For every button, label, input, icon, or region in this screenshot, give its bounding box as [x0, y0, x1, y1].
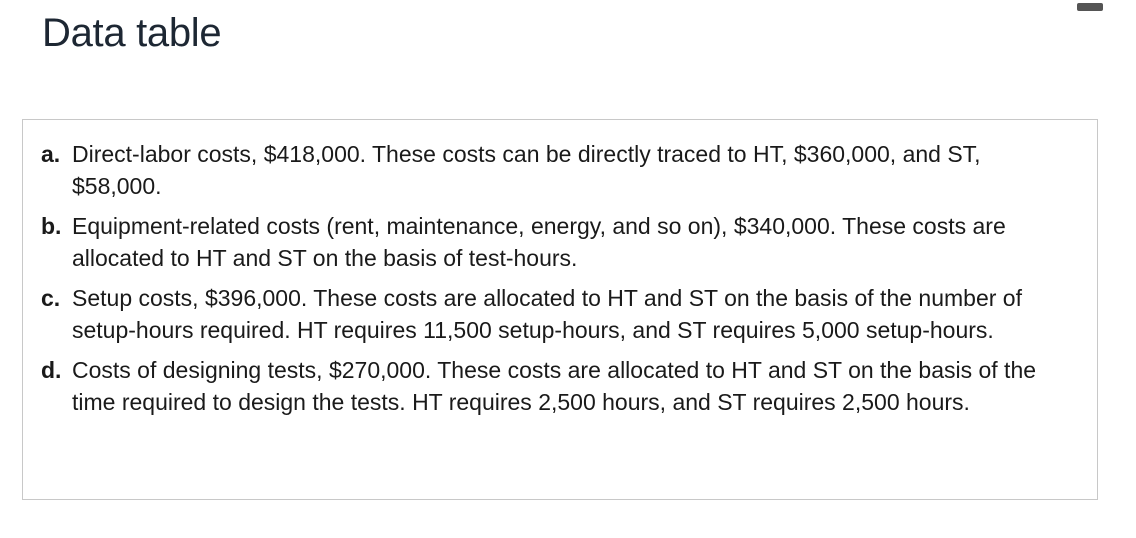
- item-text: Costs of designing tests, $270,000. These costs are allocated to HT and ST on the basis of the time required to design the tests. HT requires 2,500 hours, and ST requires 2,500 hours.: [72, 357, 1037, 415]
- item-text: Direct-labor costs, $418,000. These costs can be directly traced to HT, $360,000, and ST, $58,000.: [72, 141, 981, 199]
- item-text: Setup costs, $396,000. These costs are allocated to HT and ST on the basis of the number of setup-hours required. HT requires 11,500 setup-hours, and ST requires 5,000 setup-hours.: [72, 285, 1022, 343]
- data-table-panel: [22, 119, 1098, 500]
- list-item-c: [41, 282, 1073, 346]
- item-marker: b.: [41, 213, 62, 239]
- item-marker: c.: [41, 285, 61, 311]
- item-text: Equipment-related costs (rent, maintenance, energy, and so on), $340,000. These costs are allocated to HT and ST on the basis of test-hours.: [72, 213, 1006, 271]
- list-item-d: [41, 354, 1073, 418]
- data-list: [23, 120, 1097, 418]
- list-item-b: [41, 210, 1073, 274]
- list-item-a: [41, 138, 1073, 202]
- item-marker: d.: [41, 357, 62, 383]
- item-marker: a.: [41, 141, 61, 167]
- minimize-icon[interactable]: [1077, 3, 1103, 11]
- page-title: Data table: [42, 11, 222, 55]
